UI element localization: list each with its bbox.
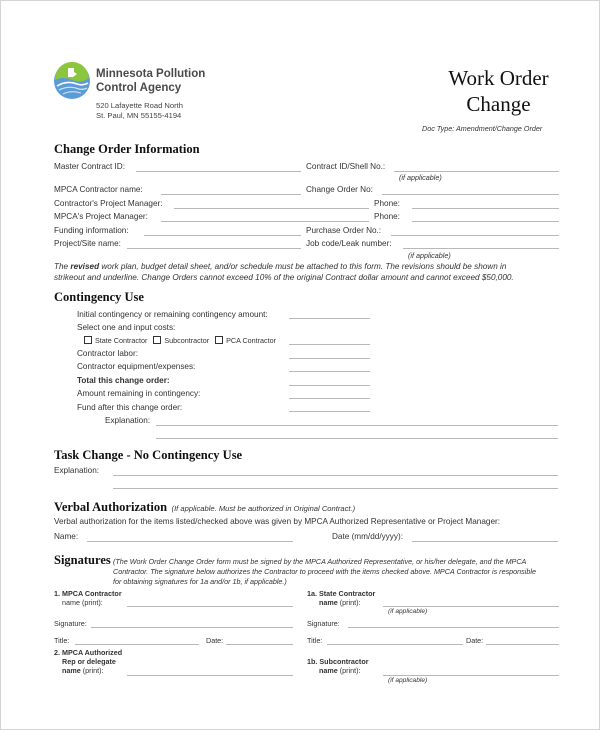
contingency-explanation-label: Explanation: [105, 416, 151, 425]
section-heading-task-change: Task Change - No Contingency Use [54, 448, 243, 462]
address-line1: 520 Lafayette Road North [96, 101, 183, 110]
equipment-label: Contractor equipment/expenses: [77, 362, 196, 371]
purchase-order-no-label: Purchase Order No.: [306, 226, 382, 235]
mpca-phone-label: Phone: [374, 212, 400, 221]
agency-name-line1: Minnesota Pollution [96, 68, 206, 80]
title-line1: Work Order [448, 66, 549, 90]
state-contractor-title: 1a. State Contractor [307, 589, 376, 598]
mpca-rep-name-bold: name [62, 666, 81, 675]
checkbox-label: PCA Contractor [226, 336, 277, 345]
job-code-field[interactable] [403, 248, 559, 249]
mpca-rep-title [54, 648, 122, 675]
state-contractor-name-rest: (print): [337, 598, 361, 607]
task-explanation-field-line2[interactable] [113, 488, 558, 489]
mpca-contractor-date-label: Date: [206, 636, 224, 645]
mpca-rep-title-line2: Rep or delegate [62, 657, 116, 666]
section-heading-signatures: Signatures [54, 553, 111, 567]
if-applicable-note: (if applicable) [388, 608, 428, 615]
contractor-phone-label: Phone: [374, 199, 400, 208]
if-applicable-note: (if applicable) [388, 677, 428, 684]
subcontractor-name-bold: name [319, 666, 338, 675]
notice-rest: work plan, budget detail sheet, and/or schedule must be attached to this form. The revisions should be shown in [99, 262, 507, 271]
master-contract-id-field[interactable] [136, 171, 301, 172]
checkbox-subcontractor[interactable] [153, 336, 209, 345]
verbal-auth-name-label: Name: [54, 532, 79, 541]
checkbox-label: Subcontractor [164, 336, 210, 345]
contractor-pm-label: Contractor's Project Manager: [54, 199, 163, 208]
agency-name [96, 67, 205, 95]
mpca-contractor-signature-field[interactable] [91, 627, 293, 628]
address-line2: St. Paul, MN 55155-4194 [96, 111, 182, 120]
mpca-pm-field[interactable] [161, 221, 369, 222]
mpca-contractor-name-label: name (print): [62, 598, 103, 607]
signatures-note-line2: Contractor. The signature below authorizes the Contractor to proceed with the items checked above. MPCA Contractor is responsible [113, 567, 536, 576]
checkbox-icon[interactable] [215, 336, 223, 344]
initial-contingency-label: Initial contingency or remaining contingency amount: [77, 310, 268, 319]
equipment-field[interactable] [289, 371, 370, 372]
title-line2: Change [466, 92, 531, 116]
contractor-phone-field[interactable] [412, 208, 559, 209]
signatures-note-line3: for obtaining signatures for 1a and/or 1b, if applicable.) [113, 577, 287, 586]
contract-shell-no-label: Contract ID/Shell No.: [306, 162, 386, 171]
select-costs-label: Select one and input costs: [77, 323, 176, 332]
contractor-pm-field[interactable] [174, 208, 369, 209]
revision-notice [54, 261, 514, 283]
master-contract-id-label: Master Contract ID: [54, 162, 125, 171]
purchase-order-no-field[interactable] [391, 235, 559, 236]
contractor-type-checkboxes [84, 336, 276, 345]
mpca-rep-title-line1: 2. MPCA Authorized [54, 648, 123, 657]
verbal-auth-heading-row [54, 498, 355, 516]
state-contractor-signature-label: Signature: [307, 619, 340, 628]
section-heading-contingency: Contingency Use [54, 290, 144, 304]
mpca-contractor-title-field[interactable] [75, 644, 199, 645]
project-site-name-field[interactable] [127, 248, 301, 249]
state-contractor-signature-field[interactable] [348, 627, 559, 628]
notice-line2: strikeout and underline. Change Orders cannot exceed 10% of the original Contract dollar amount and cannot exceed $50,000. [54, 273, 514, 282]
state-contractor-title-label: Title: [307, 636, 323, 645]
amount-remaining-label: Amount remaining in contingency: [77, 389, 201, 398]
agency-address [96, 101, 183, 121]
contractor-labor-field[interactable] [289, 358, 370, 359]
amount-remaining-field[interactable] [289, 398, 370, 399]
if-applicable-note: (if applicable) [408, 251, 451, 260]
verbal-auth-statement: Verbal authorization for the items listed/checked above was given by MPCA Authorized Representative or Project Manager: [54, 517, 501, 526]
contract-shell-no-field[interactable] [394, 171, 559, 172]
contingency-explanation-field-line1[interactable] [156, 425, 558, 426]
signatures-note-line1: (The Work Order Change Order form must be signed by the MPCA Authorized Representative, or his/her delegate, and the MPCA [113, 557, 527, 566]
total-change-order-field[interactable] [289, 385, 370, 386]
state-contractor-name-label [319, 598, 361, 607]
task-explanation-label: Explanation: [54, 466, 100, 475]
checkbox-icon[interactable] [153, 336, 161, 344]
state-contractor-name-bold: name [319, 598, 338, 607]
section-heading-verbal-auth: Verbal Authorization [54, 500, 168, 514]
mpca-logo-icon [53, 62, 91, 100]
contractor-name-label: MPCA Contractor name: [54, 185, 143, 194]
contingency-explanation-field-line2[interactable] [156, 438, 558, 439]
mpca-rep-name-rest: (print): [80, 666, 104, 675]
document-title [421, 65, 576, 117]
contractor-name-field[interactable] [161, 194, 301, 195]
subcontractor-name-field[interactable] [383, 675, 559, 676]
doc-type: Doc Type: Amendment/Change Order [422, 124, 543, 133]
total-change-order-label: Total this change order: [77, 376, 170, 385]
initial-contingency-field[interactable] [289, 318, 370, 319]
state-contractor-date-label: Date: [466, 636, 484, 645]
funding-info-label: Funding information: [54, 226, 129, 235]
project-site-name-label: Project/Site name: [54, 239, 121, 248]
fund-after-label: Fund after this change order: [77, 403, 183, 412]
checkbox-state-contractor[interactable] [84, 336, 147, 345]
task-explanation-field-line1[interactable] [113, 475, 558, 476]
selected-cost-field[interactable] [289, 344, 370, 345]
mpca-pm-label: MPCA's Project Manager: [54, 212, 148, 221]
checkbox-label: State Contractor [95, 336, 148, 345]
subcontractor-name-label [319, 666, 361, 675]
state-contractor-name-field[interactable] [383, 606, 559, 607]
mpca-contractor-signature-label: Signature: [54, 619, 87, 628]
change-order-no-label: Change Order No: [306, 185, 373, 194]
job-code-label: Job code/Leak number: [306, 239, 392, 248]
fund-after-field[interactable] [289, 411, 370, 412]
if-applicable-note: (if applicable) [399, 173, 442, 182]
mpca-contractor-name-field[interactable] [127, 606, 293, 607]
state-contractor-date-field[interactable] [486, 644, 559, 645]
mpca-rep-name-field[interactable] [127, 675, 293, 676]
verbal-auth-note: (If applicable. Must be authorized in Original Contract.) [171, 504, 356, 513]
verbal-auth-name-field[interactable] [87, 541, 293, 542]
state-contractor-title-field[interactable] [327, 644, 463, 645]
section-heading-change-order-info: Change Order Information [54, 142, 200, 156]
signatures-note [113, 557, 536, 587]
checkbox-icon[interactable] [84, 336, 92, 344]
funding-info-field[interactable] [144, 235, 301, 236]
mpca-contractor-title: 1. MPCA Contractor [54, 589, 122, 598]
mpca-contractor-date-field[interactable] [226, 644, 293, 645]
mpca-contractor-title-label: Title: [54, 636, 70, 645]
contractor-labor-label: Contractor labor: [77, 349, 138, 358]
verbal-auth-date-field[interactable] [412, 541, 558, 542]
agency-name-line2: Control Agency [96, 82, 182, 94]
notice-bold: revised [70, 262, 100, 271]
subcontractor-name-rest: (print): [337, 666, 361, 675]
subcontractor-title: 1b. Subcontractor [307, 657, 369, 666]
verbal-auth-date-label: Date (mm/dd/yyyy): [332, 532, 403, 541]
checkbox-pca-contractor[interactable] [215, 336, 276, 345]
change-order-no-field[interactable] [382, 194, 559, 195]
notice-prefix: The [54, 262, 71, 271]
mpca-phone-field[interactable] [412, 221, 559, 222]
